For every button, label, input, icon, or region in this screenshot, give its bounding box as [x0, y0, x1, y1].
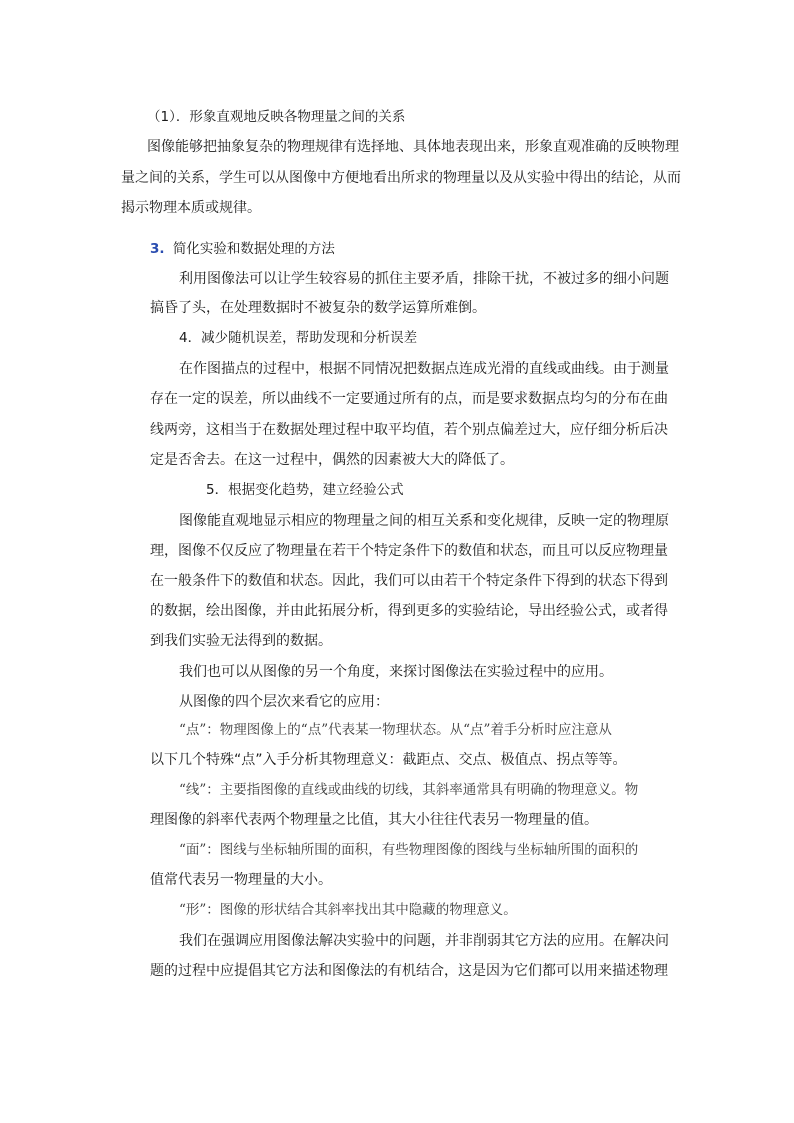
section-5-para-line: 的数据，绘出图像，并由此拓展分析，得到更多的实验结论，导出经验公式，或者得 — [150, 603, 668, 619]
level-point-line: 以下几个特殊“点”入手分析其物理意义：截距点、交点、极值点、拐点等等。 — [150, 752, 627, 768]
section-4-heading: 4．减少随机误差，帮助发现和分析误差 — [179, 330, 418, 346]
section-5-para-line: 到我们实验无法得到的数据。 — [150, 633, 332, 649]
level-shape-line: “形”：图像的形状结合其斜率找出其中隐藏的物理意义。 — [179, 902, 517, 918]
section-3-heading — [150, 240, 335, 258]
intro-line: 从图像的四个层次来看它的应用： — [179, 694, 389, 710]
section-4-para-line: 定是否舍去。在这一过程中，偶然的因素被大大的降低了。 — [150, 452, 514, 468]
level-point-line: “点”：物理图像上的“点”代表某一物理状态。从“点”着手分析时应注意从 — [179, 722, 612, 738]
level-line-line: “线”：主要指图像的直线或曲线的切线，其斜率通常具有明确的物理意义。物 — [179, 782, 639, 798]
section-3-number: 3. — [150, 241, 165, 257]
level-line-line: 理图像的斜率代表两个物理量之比值，其大小往往代表另一物理量的值。 — [150, 812, 598, 828]
section-5-para-line: 在一般条件下的数值和状态。因此，我们可以由若干个特定条件下得到的状态下得到 — [150, 573, 668, 589]
section-5-heading: 5．根据变化趋势，建立经验公式 — [206, 482, 404, 498]
section-5-para-line: 理，图像不仅反应了物理量在若干个特定条件下的数值和状态，而且可以反应物理量 — [150, 543, 668, 559]
section-4-para-line: 在作图描点的过程中，根据不同情况把数据点连成光滑的直线或曲线。由于测量 — [179, 361, 669, 377]
section-5-para-line: 图像能直观地显示相应的物理量之间的相互关系和变化规律，反映一定的物理原 — [179, 513, 669, 529]
intro-line: 我们也可以从图像的另一个角度，来探讨图像法在实验过程中的应用。 — [179, 664, 613, 680]
section-3-title: 简化实验和数据处理的方法 — [172, 241, 335, 257]
closing-line: 题的过程中应提倡其它方法和图像法的有机结合，这是因为它们都可以用来描述物理 — [150, 963, 668, 979]
section-1-para-line: 揭示物理本质或规律。 — [121, 200, 261, 216]
section-3-para-line: 搞昏了头，在处理数据时不被复杂的数学运算所难倒。 — [150, 300, 486, 316]
section-1-para-line: 量之间的关系，学生可以从图像中方便地看出所求的物理量以及从实验中得出的结论，从而 — [121, 170, 681, 186]
level-area-line: 值常代表另一物理量的大小。 — [150, 872, 332, 888]
section-3-para-line: 利用图像法可以让学生较容易的抓住主要矛盾，排除干扰，不被过多的细小问题 — [179, 271, 669, 287]
section-4-para-line: 存在一定的误差，所以曲线不一定要通过所有的点，而是要求数据点均匀的分布在曲 — [150, 391, 668, 407]
level-area-line: “面”：图线与坐标轴所围的面积，有些物理图像的图线与坐标轴所围的面积的 — [179, 842, 639, 858]
section-1-heading: （1）．形象直观地反映各物理量之间的关系 — [147, 109, 406, 125]
section-1-para-line: 图像能够把抽象复杂的物理规律有选择地、具体地表现出来，形象直观准确的反映物理 — [147, 139, 679, 155]
section-4-para-line: 线两旁，这相当于在数据处理过程中取平均值，若个别点偏差过大，应仔细分析后决 — [150, 422, 668, 438]
closing-line: 我们在强调应用图像法解决实验中的问题，并非削弱其它方法的应用。在解决问 — [179, 933, 669, 949]
